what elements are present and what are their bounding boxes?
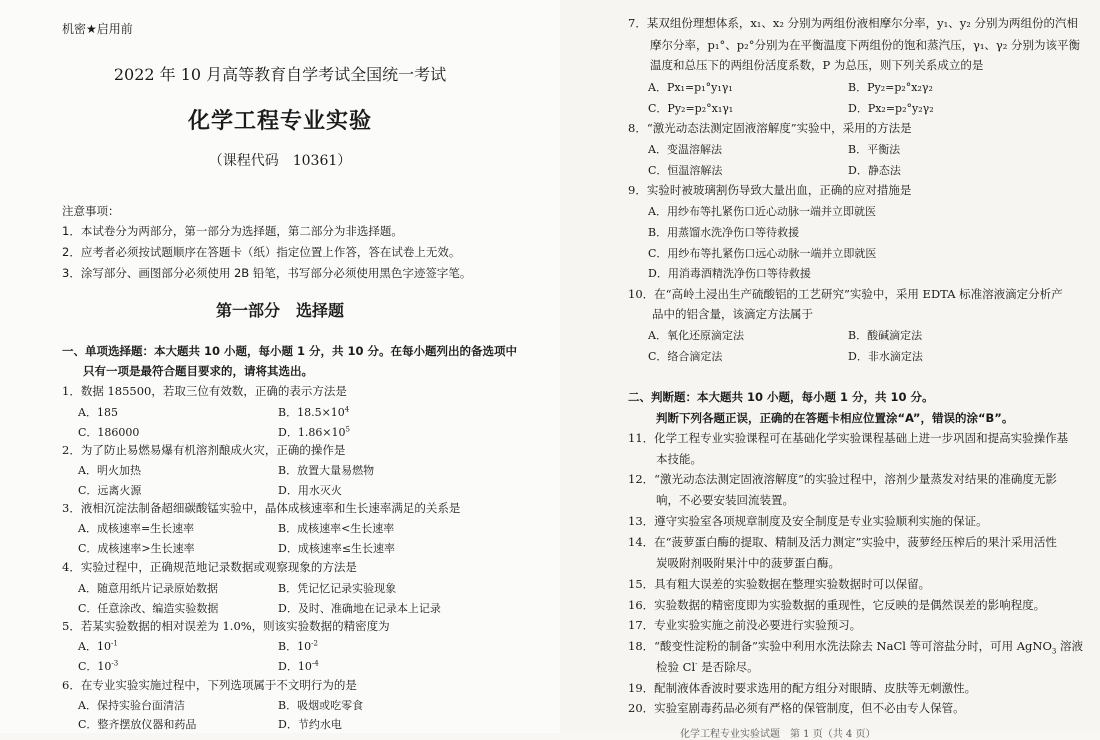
exam-title: 2022 年 10 月高等教育自学考试全国统一考试: [113, 65, 447, 84]
question-7-cont: 摩尔分率，p₁°、p₂°分别为在平衡温度下两组份的饱和蒸汽压，γ₁、γ₂ 分别为该平衡: [650, 38, 1081, 52]
part-one-title: 第一部分 选择题: [215, 301, 344, 320]
question-9: 9．实验时被玻璃割伤导致大量出血，正确的应对措施是: [628, 183, 912, 197]
q10-option-d: D．非水滴定法: [848, 350, 923, 363]
question-6: 6．在专业实验实施过程中，下列选项属于不文明行为的是: [62, 678, 357, 692]
q6-option-b: B．吸烟或吃零食: [278, 699, 364, 712]
question-7-cont: 温度和总压下的两组份活度系数，P 为总压，则下列关系成立的是: [650, 58, 984, 72]
page-footer: 化学工程专业实验试题 第 1 页（共 4 页）: [680, 729, 876, 740]
q6-option-c: C．整齐摆放仪器和药品: [78, 718, 197, 731]
q5-option-d: D．$10^{-4}$: [278, 659, 319, 673]
q8-option-a: A．变温溶解法: [648, 143, 722, 156]
question-12: 12．“激光动态法测定固液溶解度”的实验过程中，溶剂少量蒸发对结果的准确度无影: [628, 472, 1057, 486]
q10-option-a: A．氧化还原滴定法: [648, 329, 744, 342]
q10-option-c: C．络合滴定法: [648, 350, 723, 363]
q5-option-a: A．$10^{-1}$: [78, 639, 118, 653]
q1-option-d: D．$1.86\times 10^5$: [278, 425, 350, 439]
q8-option-b: B．平衡法: [848, 143, 901, 156]
question-1: 1．数据 185500，若取三位有效数，正确的表示方法是: [62, 384, 347, 398]
q6-option-d: D．节约水电: [278, 718, 342, 731]
note-item: 1．本试卷分为两部分，第一部分为选择题，第二部分为非选择题。: [62, 224, 403, 238]
course-code: （课程代码 10361）: [208, 153, 352, 169]
section-one-heading: 一、单项选择题：本大题共 10 小题，每小题 1 分，共 10 分。在每小题列出的备选项中: [62, 344, 518, 358]
note-item: 2．应考者必须按试题顺序在答题卡（纸）指定位置上作答，答在试卷上无效。: [62, 245, 461, 259]
q9-option-d: D．用消毒酒精洗净伤口等待救援: [648, 267, 811, 280]
q1-option-b: B．$18.5\times 10^4$: [278, 405, 350, 419]
question-17: 17．专业实验实施之前没必要进行实验预习。: [628, 618, 862, 632]
question-8: 8．“激光动态法测定固液溶解度”实验中，采用的方法是: [628, 121, 912, 135]
notes-heading: 注意事项：: [62, 204, 120, 218]
q10-option-b: B．酸碱滴定法: [848, 329, 923, 342]
question-14: 14．在“菠萝蛋白酶的提取、精制及活力测定”实验中，菠萝经压榨后的果汁采用活性: [628, 535, 1057, 549]
q7-option-d: D．Px₂=p₂°y₂γ₂: [848, 102, 934, 115]
q9-option-a: A．用纱布等扎紧伤口近心动脉一端并立即就医: [648, 205, 876, 218]
question-11-cont: 本技能。: [656, 452, 702, 466]
q3-option-d: D．成核速率≤生长速率: [278, 542, 396, 555]
q9-option-c: C．用纱布等扎紧伤口远心动脉一端并立即就医: [648, 247, 877, 260]
q4-option-d: D．及时、准确地在记录本上记录: [278, 602, 441, 615]
q7-option-a: A．Px₁=p₁°y₁γ₁: [648, 81, 733, 94]
q9-option-b: B．用蒸馏水洗净伤口等待救援: [648, 226, 800, 239]
question-10-cont: 品中的铝含量，该滴定方法属于: [652, 307, 813, 321]
question-19: 19．配制液体香波时要求选用的配方组分对眼睛、皮肤等无刺激性。: [628, 681, 977, 695]
question-13: 13．遵守实验室各项规章制度及安全制度是专业实验顺利实施的保证。: [628, 514, 988, 528]
exam-page-right: [560, 0, 1100, 740]
question-12-cont: 响，不必要安装回流装置。: [656, 493, 794, 507]
section-two-instruction: 判断下列各题正误，正确的在答题卡相应位置涂“A”，错误的涂“B”。: [656, 411, 1014, 425]
question-4: 4．实验过程中，正确规范地记录数据或观察现象的方法是: [62, 560, 357, 574]
q2-option-d: D．用水灭火: [278, 484, 342, 497]
q4-option-a: A．随意用纸片记录原始数据: [78, 582, 218, 595]
q6-option-a: A．保持实验台面清洁: [78, 699, 185, 712]
q7-option-b: B．Py₂=p₂°x₂γ₂: [848, 81, 933, 94]
q5-option-b: B．$10^{-2}$: [278, 639, 318, 653]
q2-option-b: B．放置大量易燃物: [278, 464, 375, 477]
subject-title: 化学工程专业实验: [187, 109, 372, 134]
question-11: 11．化学工程专业实验课程可在基础化学实验课程基础上进一步巩固和提高实验操作基: [628, 431, 1069, 445]
note-item: 3．涂写部分、画图部分必须使用 2B 铅笔，书写部分必须使用黑色字迹签字笔。: [62, 266, 472, 280]
question-18-cont: 检验 Cl- 是否除尽。: [656, 660, 759, 674]
question-14-cont: 炭吸附剂吸附果汁中的菠萝蛋白酶。: [656, 556, 840, 570]
question-2: 2．为了防止易燃易爆有机溶剂酿成火灾，正确的操作是: [62, 443, 346, 457]
q3-option-a: A．成核速率=生长速率: [78, 522, 195, 535]
question-16: 16．实验数据的精密度即为实验数据的重现性，它反映的是偶然误差的影响程度。: [628, 598, 1046, 612]
q3-option-c: C．成核速率>生长速率: [78, 542, 195, 555]
section-one-heading-cont: 只有一项是最符合题目要求的，请将其选出。: [83, 364, 313, 378]
q2-option-c: C．远离火源: [78, 484, 142, 497]
question-15: 15．具有粗大误差的实验数据在整理实验数据时可以保留。: [628, 577, 931, 591]
question-10: 10．在“高岭土浸出生产硫酸铝的工艺研究”实验中，采用 EDTA 标准溶液滴定分析产: [628, 287, 1063, 301]
question-3: 3．液相沉淀法制备超细碳酸锰实验中，晶体成核速率和生长速率满足的关系是: [62, 501, 461, 515]
section-two-heading: 二、判断题：本大题共 10 小题，每小题 1 分，共 10 分。: [628, 390, 934, 404]
q4-option-b: B．凭记忆记录实验现象: [278, 582, 397, 595]
q1-option-c: C．186000: [78, 426, 140, 439]
question-18: 18．“酸变性淀粉的制备”实验中利用水洗法除去 NaCl 等可溶盐分时，可用 AgNO$_3$ 溶液: [628, 639, 1084, 656]
question-7: 7．某双组份理想体系，x₁、x₂ 分别为两组份液相摩尔分率，y₁、y₂ 分别为两组份的汽相: [628, 16, 1079, 30]
question-20: 20．实验室剧毒药品必须有严格的保管制度，但不必由专人保管。: [628, 701, 965, 715]
q1-option-a: A．185: [78, 406, 118, 419]
q5-option-c: C．$10^{-3}$: [78, 659, 119, 673]
q2-option-a: A．明火加热: [78, 464, 141, 477]
question-5: 5．若某实验数据的相对误差为 1.0%，则该实验数据的精密度为: [62, 619, 390, 633]
q7-option-c: C．Py₂=p₂°x₁γ₁: [648, 102, 734, 115]
confidential-label: 机密★启用前: [62, 22, 133, 36]
q3-option-b: B．成核速率<生长速率: [278, 522, 395, 535]
q8-option-c: C．恒温溶解法: [648, 164, 723, 177]
q4-option-c: C．任意涂改、编造实验数据: [78, 602, 219, 615]
q8-option-d: D．静态法: [848, 164, 901, 177]
